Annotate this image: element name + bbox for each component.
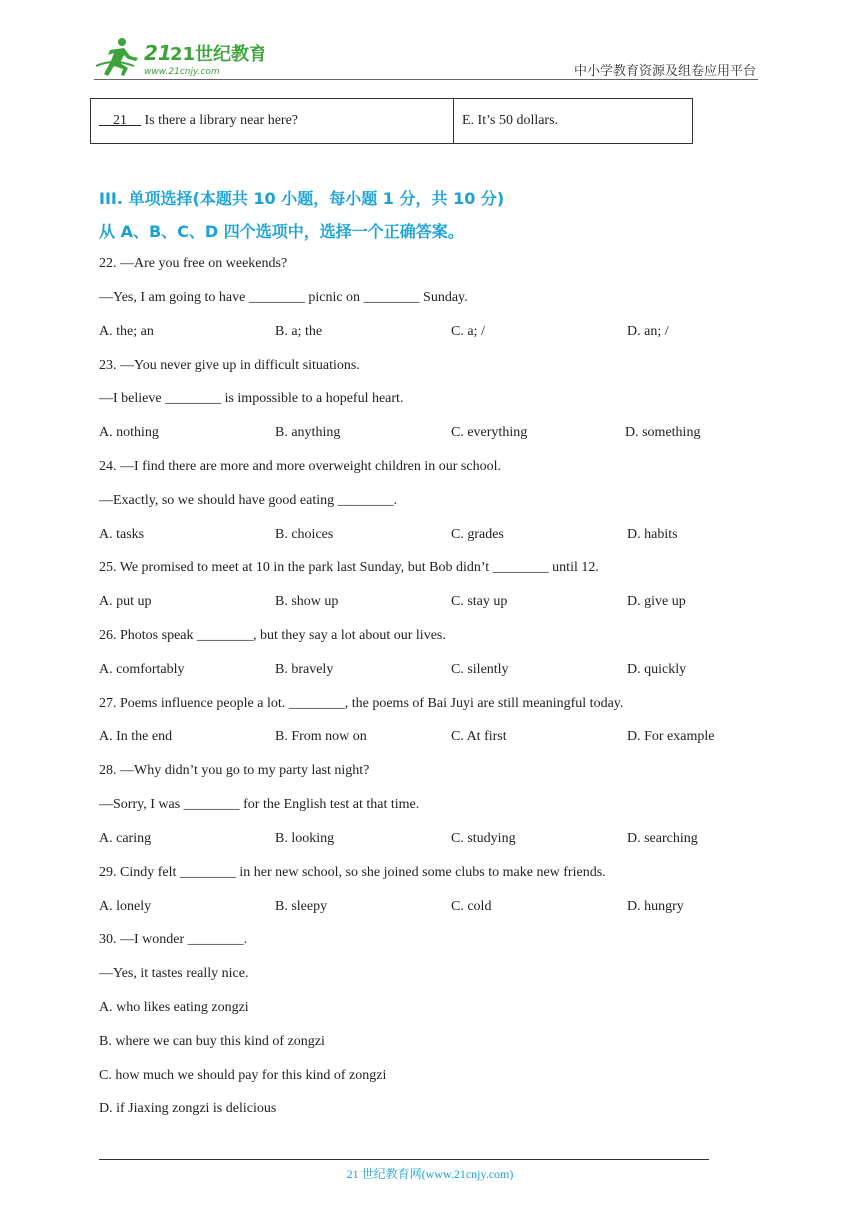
- q23-option-c[interactable]: C. everything: [451, 425, 528, 440]
- q23-option-b[interactable]: B. anything: [275, 425, 341, 440]
- q27-option-a[interactable]: A. In the end: [99, 729, 173, 744]
- matching-table: [90, 98, 693, 144]
- q26-stem: 26. Photos speak ________, but they say a lot about our lives.: [99, 628, 446, 643]
- q26-option-a[interactable]: A. comfortably: [99, 662, 185, 677]
- q29-option-b[interactable]: B. sleepy: [275, 899, 328, 914]
- q23-stem: 23. —You never give up in difficult situations.: [99, 358, 360, 373]
- q27-option-d[interactable]: D. For example: [627, 729, 715, 744]
- q25-option-d[interactable]: D. give up: [627, 594, 686, 609]
- q29-option-d[interactable]: D. hungry: [627, 899, 684, 914]
- footer-link[interactable]: 21 世纪教育网(www.21cnjy.com): [346, 1167, 514, 1181]
- svg-text:21世纪教育: 21世纪教育: [170, 44, 264, 65]
- svg-text:21: 21: [144, 41, 172, 65]
- q30-option-d[interactable]: D. if Jiaxing zongzi is delicious: [99, 1101, 277, 1116]
- q28-response: —Sorry, I was ________ for the English test at that time.: [99, 797, 420, 812]
- section-instruction: 从 A、B、C、D 四个选项中，选择一个正确答案。: [99, 222, 464, 241]
- table-row: [91, 99, 693, 144]
- q22-response: —Yes, I am going to have ________ picnic on ________ Sunday.: [99, 290, 468, 305]
- footer-divider: [99, 1159, 709, 1160]
- q26-option-d[interactable]: D. quickly: [627, 662, 687, 677]
- q26-option-b[interactable]: B. bravely: [275, 662, 334, 677]
- q23-response: —I believe ________ is impossible to a hopeful heart.: [99, 391, 404, 406]
- q30-option-c[interactable]: C. how much we should pay for this kind of zongzi: [99, 1068, 387, 1083]
- q30-option-a[interactable]: A. who likes eating zongzi: [99, 1000, 249, 1015]
- q24-option-c[interactable]: C. grades: [451, 527, 504, 542]
- q27-option-b[interactable]: B. From now on: [275, 729, 367, 744]
- q25-option-c[interactable]: C. stay up: [451, 594, 508, 609]
- question-text: Is there a library near here?: [144, 113, 299, 128]
- q30-response: —Yes, it tastes really nice.: [99, 966, 249, 981]
- q29-stem: 29. Cindy felt ________ in her new school, so she joined some clubs to make new friends.: [99, 865, 606, 880]
- q27-stem: 27. Poems influence people a lot. ________, the poems of Bai Juyi are still meaningful today.: [99, 696, 624, 711]
- q24-option-d[interactable]: D. habits: [627, 527, 678, 542]
- q23-option-d[interactable]: D. something: [625, 425, 701, 440]
- q30-stem: 30. —I wonder ________.: [99, 932, 248, 947]
- q27-option-c[interactable]: C. At first: [451, 729, 507, 744]
- q25-stem: 25. We promised to meet at 10 in the park last Sunday, but Bob didn’t ________ until 12.: [99, 560, 599, 575]
- q25-option-a[interactable]: A. put up: [99, 594, 152, 609]
- q30-option-b[interactable]: B. where we can buy this kind of zongzi: [99, 1034, 325, 1049]
- q24-response: —Exactly, so we should have good eating ________.: [99, 493, 398, 508]
- runner-logo-icon: [94, 36, 264, 80]
- q22-option-b[interactable]: B. a; the: [275, 324, 323, 339]
- q24-stem: 24. —I find there are more and more overweight children in our school.: [99, 459, 501, 474]
- q22-option-d[interactable]: D. an; /: [627, 324, 669, 339]
- q26-option-c[interactable]: C. silently: [451, 662, 509, 677]
- q29-option-c[interactable]: C. cold: [451, 899, 492, 914]
- q28-option-c[interactable]: C. studying: [451, 831, 516, 846]
- svg-text:www.21cnjy.com: www.21cnjy.com: [144, 67, 220, 77]
- answer-cell: E. It’s 50 dollars.: [454, 99, 693, 144]
- q22-stem: 22. —Are you free on weekends?: [99, 256, 288, 271]
- question-cell: [91, 99, 454, 144]
- q23-option-a[interactable]: A. nothing: [99, 425, 159, 440]
- q22-option-c[interactable]: C. a; /: [451, 324, 485, 339]
- q25-option-b[interactable]: B. show up: [275, 594, 339, 609]
- q29-option-a[interactable]: A. lonely: [99, 899, 152, 914]
- section-title: III. 单项选择(本题共 10 小题，每小题 1 分，共 10 分): [99, 189, 505, 208]
- header-divider: [94, 79, 758, 80]
- q24-option-a[interactable]: A. tasks: [99, 527, 145, 542]
- q22-option-a[interactable]: A. the; an: [99, 324, 154, 339]
- platform-name: 中小学教育资源及组卷应用平台: [573, 64, 756, 79]
- q24-option-b[interactable]: B. choices: [275, 527, 334, 542]
- q28-option-a[interactable]: A. caring: [99, 831, 152, 846]
- answer-blank[interactable]: 21: [113, 113, 127, 128]
- site-logo: [94, 36, 264, 80]
- q28-option-b[interactable]: B. looking: [275, 831, 335, 846]
- q28-option-d[interactable]: D. searching: [627, 831, 698, 846]
- q28-stem: 28. —Why didn’t you go to my party last night?: [99, 763, 370, 778]
